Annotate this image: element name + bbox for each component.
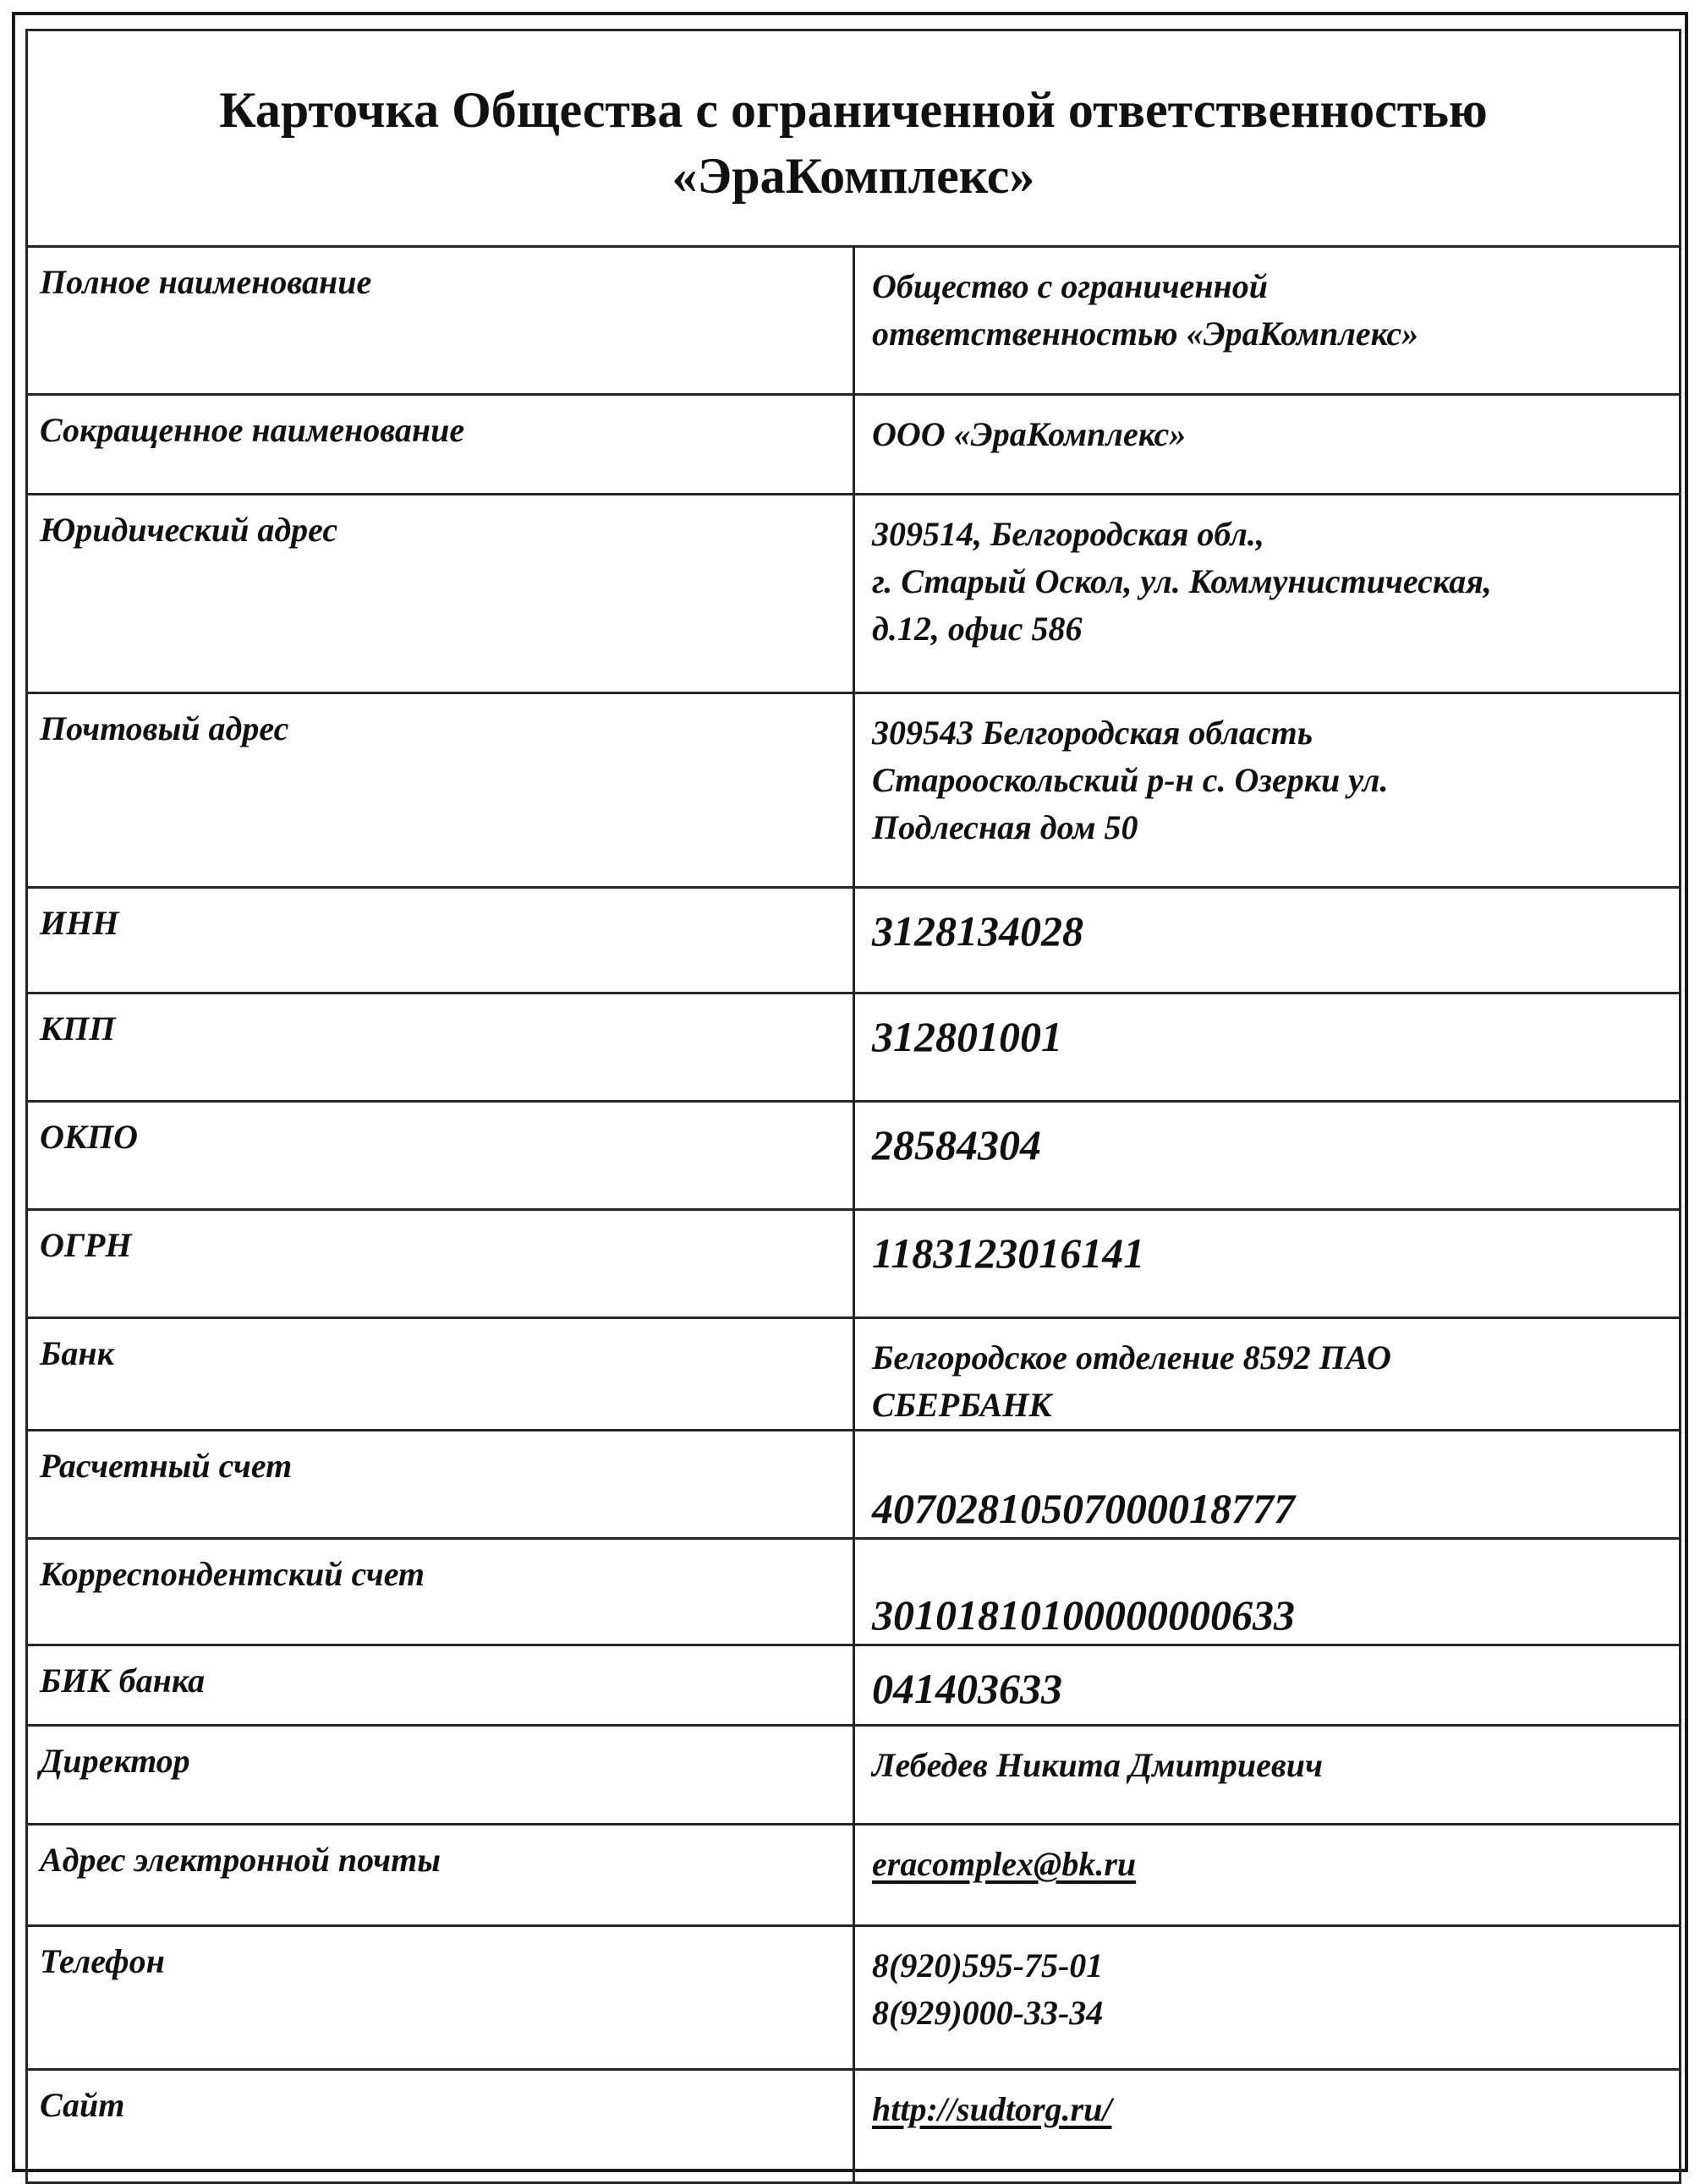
value-legal-address-line-2: г. Старый Оскол, ул. Коммунистическая, bbox=[872, 562, 1492, 600]
row-okpo bbox=[27, 1102, 1681, 1210]
row-site bbox=[27, 2070, 1681, 2183]
value-phone-line-1: 8(920)595-75-01 bbox=[872, 1946, 1104, 1984]
row-legal-address bbox=[27, 495, 1681, 693]
value-correspondent-account: 30101810100000000633 bbox=[854, 1539, 1681, 1645]
value-director: Лебедев Никита Дмитриевич bbox=[854, 1726, 1681, 1825]
value-full-name-line-1: Общество с ограниченной bbox=[872, 267, 1268, 305]
row-director bbox=[27, 1726, 1681, 1825]
value-kpp: 312801001 bbox=[854, 993, 1681, 1102]
value-legal-address-line-1: 309514, Белгородская обл., bbox=[872, 515, 1264, 553]
value-bank-line-1: Белгородское отделение 8592 ПАО bbox=[872, 1338, 1391, 1377]
label-phone: Телефон bbox=[27, 1926, 854, 2070]
label-full-name: Полное наименование bbox=[27, 247, 854, 395]
label-ogrn: ОГРН bbox=[27, 1210, 854, 1318]
label-bank: Банк bbox=[27, 1318, 854, 1431]
value-postal-address-line-2: Старооскольский р-н с. Озерки ул. bbox=[872, 761, 1389, 799]
value-phone bbox=[854, 1926, 1681, 2070]
label-kpp: КПП bbox=[27, 993, 854, 1102]
label-email: Адрес электронной почты bbox=[27, 1825, 854, 1926]
row-short-name bbox=[27, 395, 1681, 495]
row-settlement-account bbox=[27, 1431, 1681, 1539]
value-full-name-line-2: ответственностью «ЭраКомплекс» bbox=[872, 315, 1419, 353]
value-legal-address-line-3: д.12, офис 586 bbox=[872, 610, 1083, 648]
row-email bbox=[27, 1825, 1681, 1926]
label-okpo: ОКПО bbox=[27, 1102, 854, 1210]
value-postal-address-line-3: Подлесная дом 50 bbox=[872, 808, 1138, 846]
row-inn bbox=[27, 888, 1681, 993]
label-director: Директор bbox=[27, 1726, 854, 1825]
label-legal-address: Юридический адрес bbox=[27, 495, 854, 693]
value-short-name: ООО «ЭраКомплекс» bbox=[854, 395, 1681, 495]
value-postal-address-line-1: 309543 Белгородская область bbox=[872, 714, 1313, 752]
email-link[interactable]: eracomplex@bk.ru bbox=[872, 1845, 1137, 1883]
row-postal-address bbox=[27, 693, 1681, 888]
row-bank bbox=[27, 1318, 1681, 1431]
value-email-cell bbox=[854, 1825, 1681, 1926]
value-bank bbox=[854, 1318, 1681, 1431]
label-postal-address: Почтовый адрес bbox=[27, 693, 854, 888]
card-title-line-2: «ЭраКомплекс» bbox=[672, 147, 1035, 204]
value-inn: 3128134028 bbox=[854, 888, 1681, 993]
title-row bbox=[27, 30, 1681, 247]
value-site-cell bbox=[854, 2070, 1681, 2183]
value-full-name bbox=[854, 247, 1681, 395]
value-settlement-account: 40702810507000018777 bbox=[854, 1431, 1681, 1539]
value-postal-address bbox=[854, 693, 1681, 888]
card-title bbox=[27, 30, 1681, 247]
value-ogrn: 1183123016141 bbox=[854, 1210, 1681, 1318]
company-card-table bbox=[25, 29, 1681, 2184]
card-title-line-1: Карточка Общества с ограниченной ответственностью bbox=[219, 81, 1488, 138]
row-full-name bbox=[27, 247, 1681, 395]
row-phone bbox=[27, 1926, 1681, 2070]
row-bik bbox=[27, 1645, 1681, 1726]
value-phone-line-2: 8(929)000-33-34 bbox=[872, 1994, 1104, 2032]
label-short-name: Сокращенное наименование bbox=[27, 395, 854, 495]
value-bank-line-2: СБЕРБАНК bbox=[872, 1386, 1052, 1424]
label-bik: БИК банка bbox=[27, 1645, 854, 1726]
site-link[interactable]: http://sudtorg.ru/ bbox=[872, 2090, 1112, 2128]
row-kpp bbox=[27, 993, 1681, 1102]
row-correspondent-account bbox=[27, 1539, 1681, 1645]
label-site: Сайт bbox=[27, 2070, 854, 2183]
row-ogrn bbox=[27, 1210, 1681, 1318]
label-correspondent-account: Корреспондентский счет bbox=[27, 1539, 854, 1645]
value-okpo: 28584304 bbox=[854, 1102, 1681, 1210]
label-settlement-account: Расчетный счет bbox=[27, 1431, 854, 1539]
value-legal-address bbox=[854, 495, 1681, 693]
value-bik: 041403633 bbox=[854, 1645, 1681, 1726]
label-inn: ИНН bbox=[27, 888, 854, 993]
